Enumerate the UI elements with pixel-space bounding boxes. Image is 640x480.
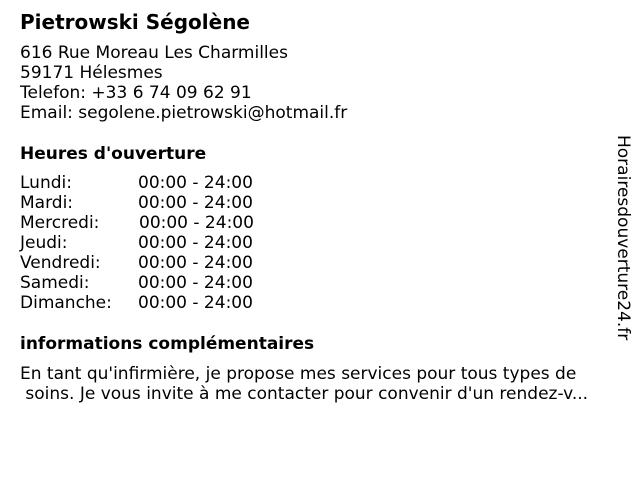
- site-watermark: Horairesdouverture24.fr: [613, 135, 633, 341]
- time-range: 00:00 - 24:00: [138, 233, 253, 253]
- time-range: 00:00 - 24:00: [138, 253, 253, 273]
- opening-hours-heading: Heures d'ouverture: [20, 144, 207, 164]
- day-label: Jeudi:: [20, 233, 68, 253]
- description-line: En tant qu'infirmière, je propose mes services pour tous types de: [20, 364, 577, 384]
- time-range: 00:00 - 24:00: [138, 173, 253, 193]
- day-label: Mercredi:: [20, 213, 100, 233]
- email-address: Email: segolene.pietrowski@hotmail.fr: [20, 103, 348, 123]
- street-address: 616 Rue Moreau Les Charmilles: [20, 43, 288, 63]
- contact-block: [20, 43, 347, 123]
- description-text: [20, 364, 620, 404]
- day-label: Lundi:: [20, 173, 72, 193]
- day-label: Dimanche:: [20, 293, 112, 313]
- time-range: 00:00 - 24:00: [138, 273, 253, 293]
- business-name: Pietrowski Ségolène: [20, 10, 250, 34]
- day-label: Mardi:: [20, 193, 74, 213]
- day-label: Samedi:: [20, 273, 90, 293]
- time-range: 00:00 - 24:00: [138, 293, 253, 313]
- day-label: Vendredi:: [20, 253, 101, 273]
- phone-number: Telefon: +33 6 74 09 62 91: [20, 83, 252, 103]
- description-line: soins. Je vous invite à me contacter pour convenir d'un rendez-v...: [20, 384, 589, 404]
- time-range: 00:00 - 24:00: [138, 193, 253, 213]
- postal-city: 59171 Hélesmes: [20, 63, 163, 83]
- time-range: 00:00 - 24:00: [139, 213, 254, 233]
- additional-info-heading: informations complémentaires: [20, 334, 315, 354]
